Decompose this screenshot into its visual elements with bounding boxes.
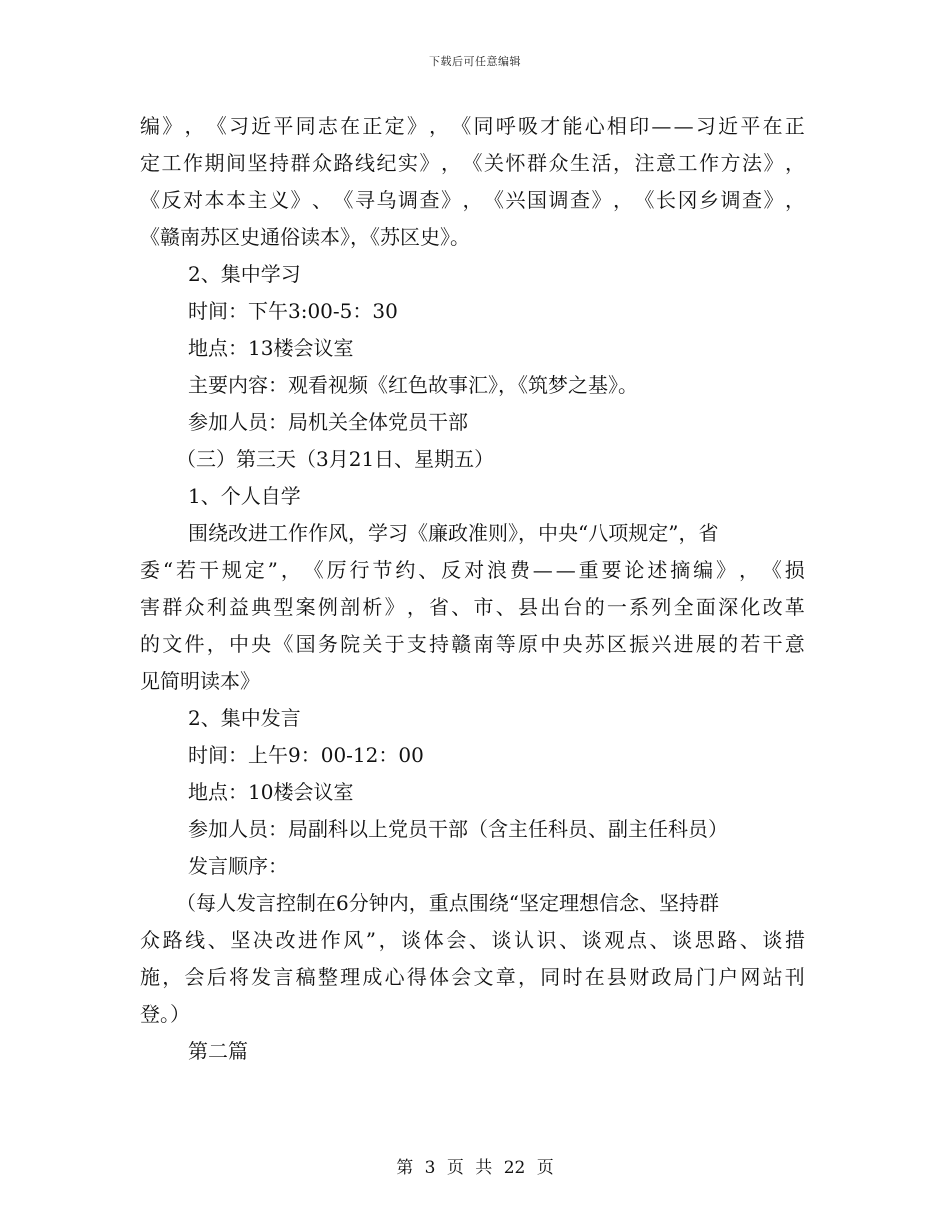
section-heading: 2、集中学习 [188, 262, 301, 286]
section-heading: 2、集中发言 [188, 706, 301, 730]
paragraph-line: 《 反 对 本 本 主 义 》 、 《 寻 乌 调 查 》 ， 《 兴 国 调 查 》 ， 《 长 冈 乡 调 查 》 ， [140, 188, 805, 212]
time-line: 时间：下午3:00-5：30 [188, 299, 398, 323]
order-label: 发言顺序： [188, 854, 288, 878]
participants-line: 参加人员：局机关全体党员干部 [188, 410, 468, 434]
section-heading: 1、个人自学 [188, 484, 301, 508]
time-line: 时间：上午9：00-12：00 [188, 743, 424, 767]
paragraph-line: 害 群 众 利 益 典 型 案 例 剖 析 》 ， 省 、 市 、 县 出 台 的 一 系 列 全 面 深 化 改 革 [140, 595, 805, 619]
paragraph-line: 委 “ 若 干 规 定 ” ， 《 厉 行 节 约 、 反 对 浪 费 — — 重 要 论 述 摘 编 》 ， 《 损 [140, 558, 805, 582]
paragraph-line: （每人发言控制在6分钟内，重点围绕“坚定理想信念、坚持群 [176, 891, 719, 915]
day-heading: （三）第三天（3月21日、星期五） [176, 447, 495, 471]
paragraph-line: 定 工 作 期 间 坚 持 群 众 路 线 纪 实 》 ， 《 关 怀 群 众 生 活 ， 注 意 工 作 方 法 》 ， [140, 151, 805, 175]
paragraph-line: 围绕改进工作作风，学习《廉政准则》，中央“八项规定”，省 [188, 521, 719, 545]
content-line: 主要内容：观看视频《红色故事汇》，《筑梦之基》。 [188, 373, 638, 397]
paragraph-line: 见简明读本》 [140, 669, 260, 693]
page-header: 下载后可任意编辑 [429, 55, 521, 68]
page-footer: 第 3 页 共 22 页 [396, 1158, 554, 1178]
document-body [140, 108, 805, 1070]
participants-line: 参加人员：局副科以上党员干部（含主任科员、副主任科员） [188, 817, 728, 841]
location-line: 地点：13楼会议室 [188, 336, 354, 360]
paragraph-line: 施 ， 会 后 将 发 言 稿 整 理 成 心 得 体 会 文 章 ， 同 时 在 县 财 政 局 门 户 网 站 刊 [140, 965, 805, 989]
location-line: 地点：10楼会议室 [188, 780, 354, 804]
paragraph-line: 编 》 ， 《 习 近 平 同 志 在 正 定 》 ， 《 同 呼 吸 才 能 心 相 印 — — 习 近 平 在 正 [140, 114, 805, 138]
paragraph-line: 的 文 件 ， 中 央 《 国 务 院 关 于 支 持 赣 南 等 原 中 央 苏 区 振 兴 进 展 的 若 干 意 [140, 632, 805, 656]
paragraph-line: 众 路 线 、 坚 决 改 进 作 风 ” ， 谈 体 会 、 谈 认 识 、 谈 观 点 、 谈 思 路 、 谈 措 [140, 928, 805, 952]
paragraph-line: 《赣南苏区史通俗读本》，《苏区史》。 [140, 225, 470, 249]
chapter-heading: 第二篇 [188, 1039, 248, 1063]
paragraph-line: 登。） [140, 1002, 190, 1026]
